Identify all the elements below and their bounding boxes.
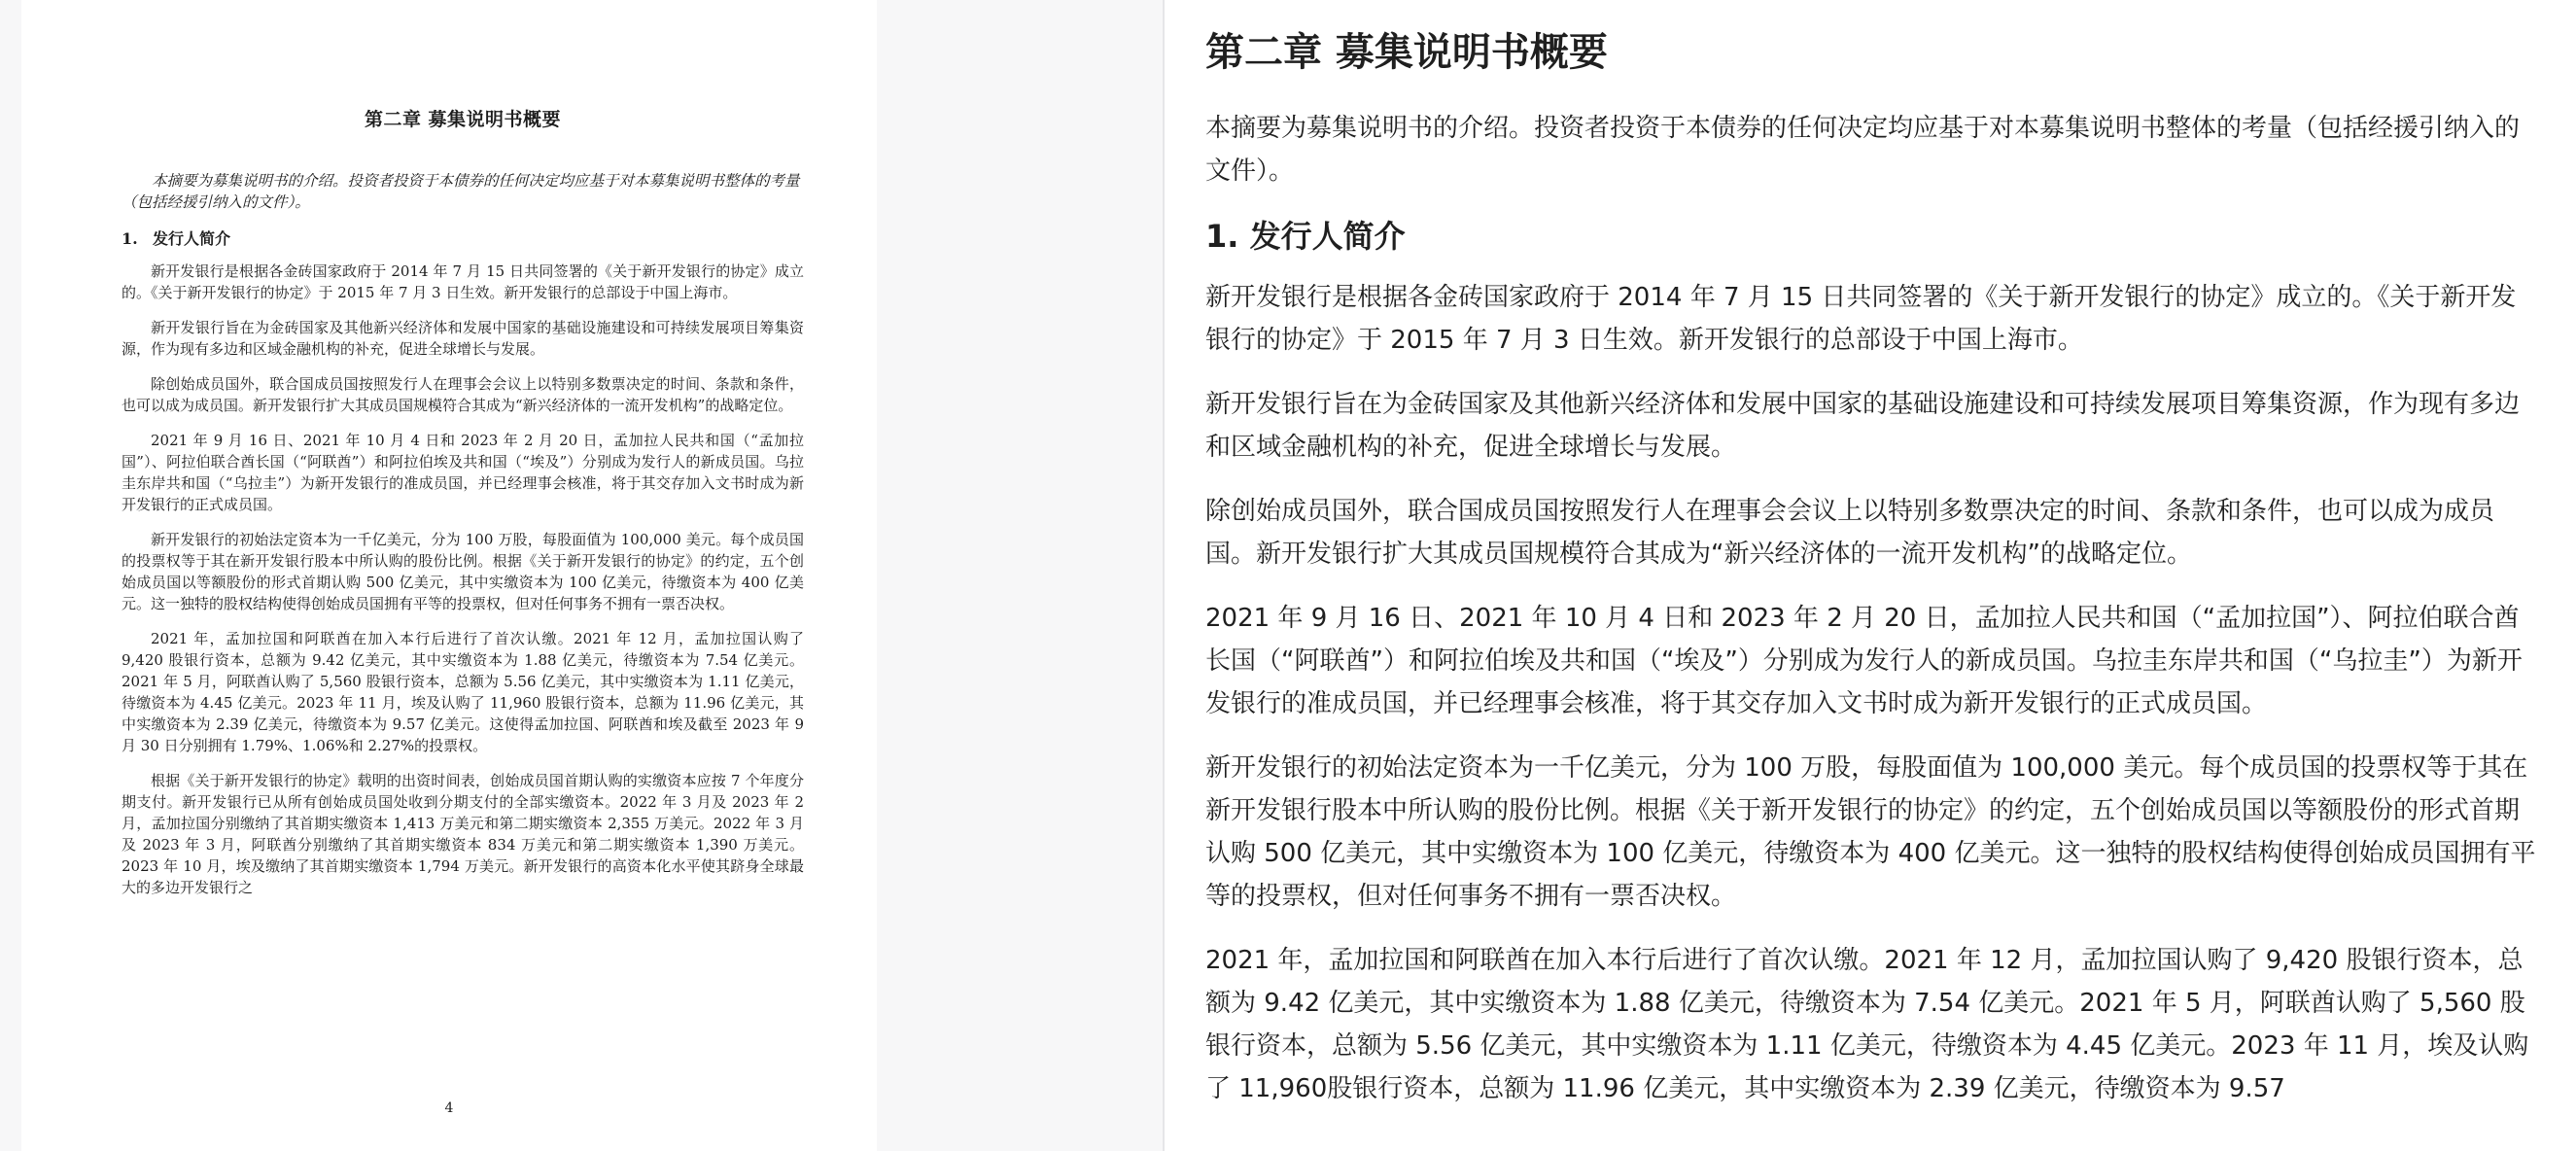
pdf-section-number: 1. [122,229,138,248]
pdf-paragraph: 新开发银行旨在为金砖国家及其他新兴经济体和发展中国家的基础设施建设和可持续发展项目筹集资源，作为现有多边和区域金融机构的补充，促进全球增长与发展。 [122,319,804,358]
markdown-preview-pane[interactable] [1165,0,2576,1151]
markdown-paragraph: 2021 年，孟加拉国和阿联酋在加入本行后进行了首次认缴。2021 年 12 月，孟加拉国认购了 9,420 股银行资本，总额为 9.42 亿美元，其中实缴资本为 1.88 亿美元，待缴资本为 7.54 亿美元。2021 年 5 月，阿联酋认购了 5,560 股银行资本，总额为 5.56 亿美元，其中实缴资本为 1.11 亿美元，待缴资本为 4.45 亿美元。2023 年 11 月，埃及认购了 11,960股银行资本，总额为 11.96 亿美元，其中实缴资本为 2.39 亿美元，待缴资本为 9.57 [1205,946,2529,1103]
pdf-content [122,105,804,912]
pdf-paragraph: 根据《关于新开发银行的协定》载明的出资时间表，创始成员国首期认购的实缴资本应按 7 个年度分期支付。新开发银行已从所有创始成员国处收到分期支付的全部实缴资本。2022 年 3 月及 2023 年 2 月，孟加拉国分别缴纳了其首期实缴资本 1,413 万美元和第二期实缴资本 2,355 万美元。2022 年 3 月及 2023 年 3 月，阿联酋分别缴纳了其首期实缴资本 834 万美元和第二期实缴资本 1,390 万美元。2023 年 10 月，埃及缴纳了其首期实缴资本 1,794 万美元。新开发银行的高资本化水平使其跻身全球最大的多边开发银行之 [122,772,804,896]
pdf-section-title: 发行人简介 [153,229,231,248]
markdown-paragraph: 新开发银行旨在为金砖国家及其他新兴经济体和发展中国家的基础设施建设和可持续发展项目筹集资源，作为现有多边和区域金融机构的补充，促进全球增长与发展。 [1205,390,2521,462]
pdf-paragraph: 除创始成员国外，联合国成员国按照发行人在理事会会议上以特别多数票决定的时间、条款和条件，也可以成为成员国。新开发银行扩大其成员国规模符合其成为“新兴经济体的一流开发机构”的战略定位。 [122,375,804,414]
pdf-paragraph: 新开发银行的初始法定资本为一千亿美元，分为 100 万股，每股面值为 100,000 美元。每个成员国的投票权等于其在新开发银行股本中所认购的股份比例。根据《关于新开发银行的协定》的约定，五个创始成员国以等额股份的形式首期认购 500 亿美元，其中实缴资本为 100 亿美元，待缴资本为 400 亿美元。这一独特的股权结构使得创始成员国拥有平等的投票权，但对任何事务不拥有一票否决权。 [122,531,804,612]
markdown-section-heading: 1. 发行人简介 [1205,218,1406,255]
pdf-paragraph: 新开发银行是根据各金砖国家政府于 2014 年 7 月 15 日共同签署的《关于新开发银行的协定》成立的。《关于新开发银行的协定》于 2015 年 7 月 3 日生效。新开发银行的总部设于中国上海市。 [122,262,804,301]
markdown-content [1205,25,2537,1132]
pdf-summary: 本摘要为募集说明书的介绍。投资者投资于本债券的任何决定均应基于对本募集说明书整体的考量（包括经援引纳入的文件）。 [122,172,800,211]
pdf-preview-pane[interactable] [0,0,1163,1151]
pdf-chapter-title: 第二章 募集说明书概要 [364,109,562,130]
markdown-paragraph: 新开发银行是根据各金砖国家政府于 2014 年 7 月 15 日共同签署的《关于新开发银行的协定》成立的。《关于新开发银行的协定》于 2015 年 7 月 3 日生效。新开发银行的总部设于中国上海市。 [1205,283,2517,355]
markdown-summary: 本摘要为募集说明书的介绍。投资者投资于本债券的任何决定均应基于对本募集说明书整体的考量（包括经援引纳入的文件）。 [1205,114,2521,186]
markdown-paragraph: 2021 年 9 月 16 日、2021 年 10 月 4 日和 2023 年 2 月 20 日，孟加拉人民共和国（“孟加拉国”）、阿拉伯联合酋长国（“阿联酋”）和阿拉伯埃及共和国（“埃及”）分别成为发行人的新成员国。乌拉圭东岸共和国（“乌拉圭”）为新开发银行的准成员国，并已经理事会核准，将于其交存加入文书时成为新开发银行的正式成员国。 [1205,604,2523,718]
markdown-paragraph: 新开发银行的初始法定资本为一千亿美元，分为 100 万股，每股面值为 100,000 美元。每个成员国的投票权等于其在新开发银行股本中所认购的股份比例。根据《关于新开发银行的协定》的约定，五个创始成员国以等额股份的形式首期认购 500 亿美元，其中实缴资本为 100 亿美元，待缴资本为 400 亿美元。这一独特的股权结构使得创始成员国拥有平等的投票权，但对任何事务不拥有一票否决权。 [1205,753,2536,911]
pdf-paragraph: 2021 年 9 月 16 日、2021 年 10 月 4 日和 2023 年 2 月 20 日，孟加拉人民共和国（“孟加拉国”）、阿拉伯联合酋长国（“阿联酋”）和阿拉伯埃及共和国（“埃及”）分别成为发行人的新成员国。乌拉圭东岸共和国（“乌拉圭”）为新开发银行的准成员国，并已经理事会核准，将于其交存加入文书时成为新开发银行的正式成员国。 [122,432,804,513]
markdown-chapter-title: 第二章 募集说明书概要 [1205,30,1608,75]
pdf-page-number: 4 [444,1100,454,1116]
markdown-paragraph: 除创始成员国外，联合国成员国按照发行人在理事会会议上以特别多数票决定的时间、条款和条件，也可以成为成员国。新开发银行扩大其成员国规模符合其成为“新兴经济体的一流开发机构”的战略定位。 [1205,497,2495,569]
pdf-page [21,0,877,1151]
pdf-paragraph: 2021 年，孟加拉国和阿联酋在加入本行后进行了首次认缴。2021 年 12 月，孟加拉国认购了 9,420 股银行资本，总额为 9.42 亿美元，其中实缴资本为 1.88 亿美元，待缴资本为 7.54 亿美元。2021 年 5 月，阿联酋认购了 5,560 股银行资本，总额为 5.56 亿美元，其中实缴资本为 1.11 亿美元，待缴资本为 4.45 亿美元。2023 年 11 月，埃及认购了 11,960 股银行资本，总额为 11.96 亿美元，其中实缴资本为 2.39 亿美元，待缴资本为 9.57 亿美元。这使得孟加拉国、阿联酋和埃及截至 2023 年 9 月 30 日分别拥有 1.79%、1.06%和 2.27%的投票权。 [122,630,804,754]
pdf-section-heading [122,227,804,249]
